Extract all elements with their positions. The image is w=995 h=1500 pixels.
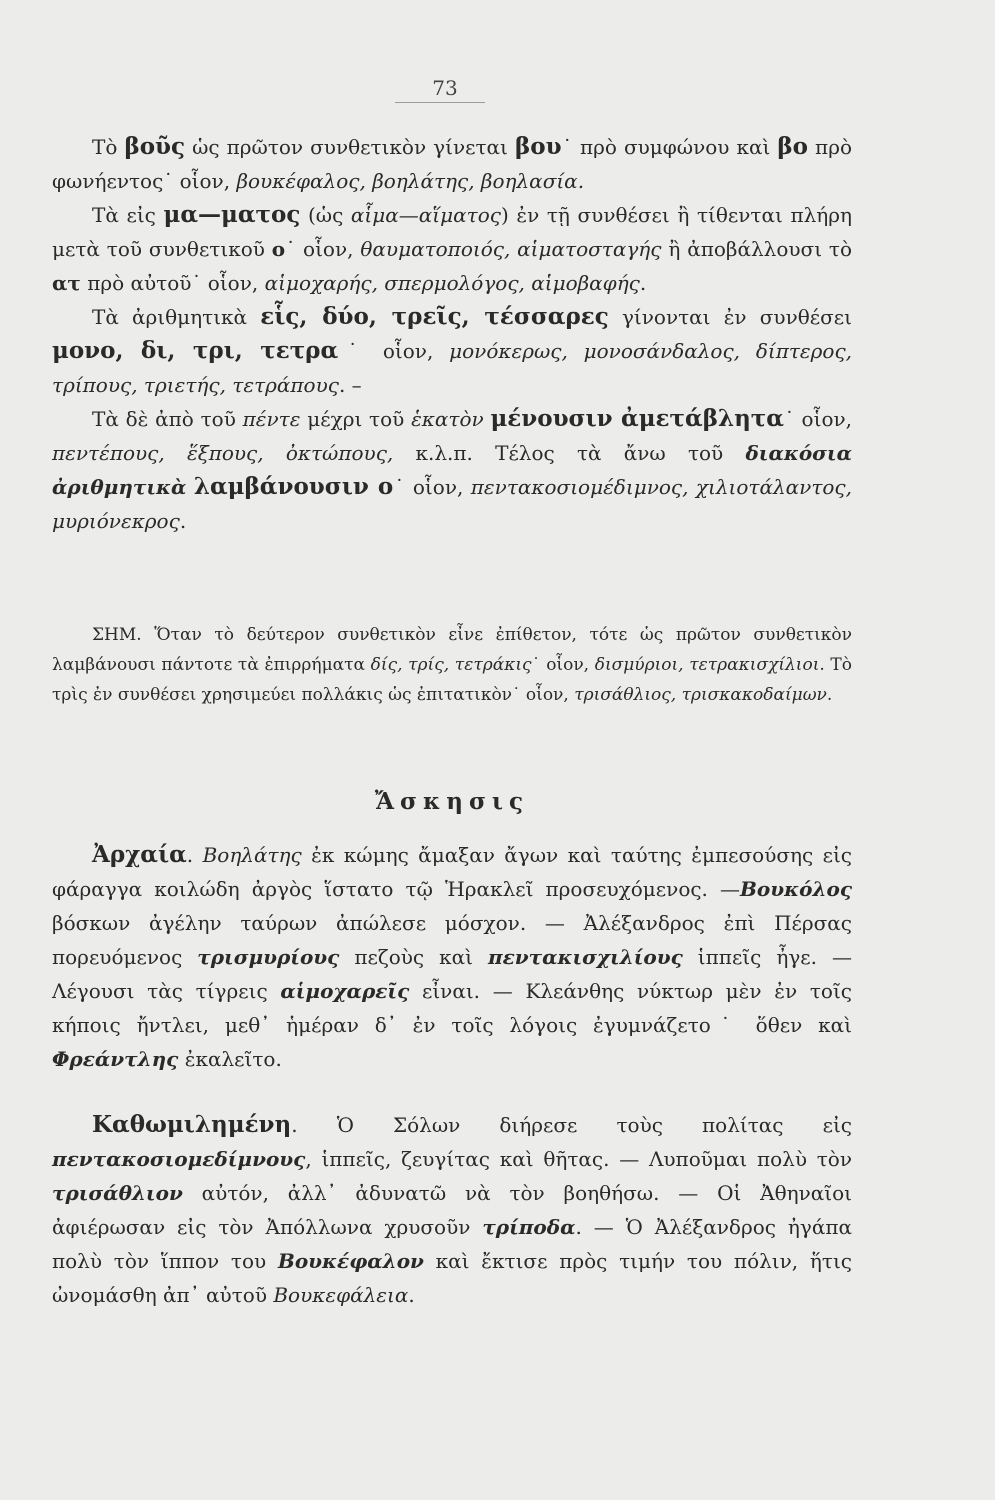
paragraph-ancient: Ἀρχαία. Βοηλάτης ἐκ κώμης ἄμαξαν ἄγων καὶ ταύτης ἐμπεσούσης εἰς φάραγγα κοιλώδη ἀργὸς ἵστατο τῷ Ἡρακλεῖ προσευχόμενος. —Βουκόλος βόσκων ἀγέλην ταύρων ἀπώλεσε μόσχον. — Ἀλέξανδρος ἐπὶ Πέρσας πορευόμενος τρισμυρίους πεζοὺς καὶ πεντακισχιλίους ἱππεῖς ἦγε. — Λέγουσι τὰς τίγρεις αἱμοχαρεῖς εἶναι. — Κλεάνθης νύκτωρ μὲν ἐν τοῖς κήποις ἤντλει, μεθ᾽ ἡμέραν δ᾽ ἐν τοῖς λόγοις ἐγυμνάζετο˙ ὅθεν καὶ Φρεάντλης ἐκαλεῖτο.: [52, 841, 853, 1071]
note-paragraph: ΣΗΜ. Ὅταν τὸ δεύτερον συνθετικὸν εἶνε ἐπίθετον, τότε ὡς πρῶτον συνθετικὸν λαμβάνουσι πάντοτε τὰ ἐπιρρήματα δίς, τρίς, τετράκις˙ οἷον, δισμύριοι, τετρακισχίλιοι. Τὸ τρὶς ἐν συνθέσει χρησιμεύει πολλάκις ὡς ἐπιτατικὸν˙ οἷον, τρισάθλιος, τρισκακοδαίμων.: [52, 625, 853, 705]
paragraph-bous: Τὸ βοῦς ὡς πρῶτον συνθετικὸν γίνεται βου˙ πρὸ συμφώνου καὶ βο πρὸ φωνήεντος˙ οἷον, βουκέφαλος, βοηλάτης, βοηλασία.: [52, 133, 852, 193]
page-number: 73: [432, 76, 458, 100]
paragraph-modern: Καθωμιλημένη. Ὁ Σόλων διήρεσε τοὺς πολίτας εἰς πεντακοσιομεδίμνους, ἱππεῖς, ζευγίτας καὶ θῆτας. — Λυποῦμαι πολὺ τὸν τρισάθλιον αὐτόν, ἀλλ᾽ ἀδυνατῶ νὰ τὸν βοηθήσω. — Οἱ Ἀθηναῖοι ἀφιέρωσαν εἰς τὸν Ἀπόλλωνα χρυσοῦν τρίποδα. — Ὁ Ἀλέξανδρος ἠγάπα πολὺ τὸν ἵππον του Βουκέφαλον καὶ ἔκτισε πρὸς τιμήν του πόλιν, ἥτις ὠνομάσθη ἀπ᾽ αὐτοῦ Βουκεφάλεια.: [52, 1111, 852, 1307]
page-number-rule: [395, 102, 485, 103]
paragraph-five-hundred: Τὰ δὲ ἀπὸ τοῦ πέντε μέχρι τοῦ ἑκατὸν μένουσιν ἀμετάβλητα˙ οἷον, πεντέπους, ἕξπους, ὀκτώπους, κ.λ.π. Τέλος τὰ ἄνω τοῦ διακόσια ἀριθμητικὰ λαμβάνουσιν ο˙ οἷον, πεντακοσιομέδιμνος, χιλιοτάλαντος, μυριόνεκρος.: [52, 405, 853, 533]
body-top: [52, 130, 852, 538]
exercise-ancient-block: [52, 838, 852, 1076]
paragraph-numerals: Τὰ ἀριθμητικὰ εἷς, δύο, τρεῖς, τέσσαρες γίνονται ἐν συνθέσει μονο, δι, τρι, τετρα˙ οἷον, μονόκερως, μονοσάνδαλος, δίπτερος, τρίπους, τριετής, τετράπους. –: [52, 303, 853, 397]
exercise-modern-block: [52, 1108, 852, 1312]
exercise-heading: Ἄσκησις: [374, 788, 530, 815]
exercise-heading-block: [52, 788, 852, 815]
paragraph-ma-matos: Τὰ εἰς μα—ματος (ὡς αἷμα—αἵματος) ἐν τῇ συνθέσει ἢ τίθενται πλήρη μετὰ τοῦ συνθετικοῦ ο˙ οἷον, θαυματοποιός, αἱματοσταγής ἢ ἀποβάλλουσι τὸ ατ πρὸ αὐτοῦ˙ οἷον, αἱμοχαρής, σπερμολόγος, αἱμοβαφής.: [52, 201, 853, 295]
note-block: [52, 620, 852, 710]
